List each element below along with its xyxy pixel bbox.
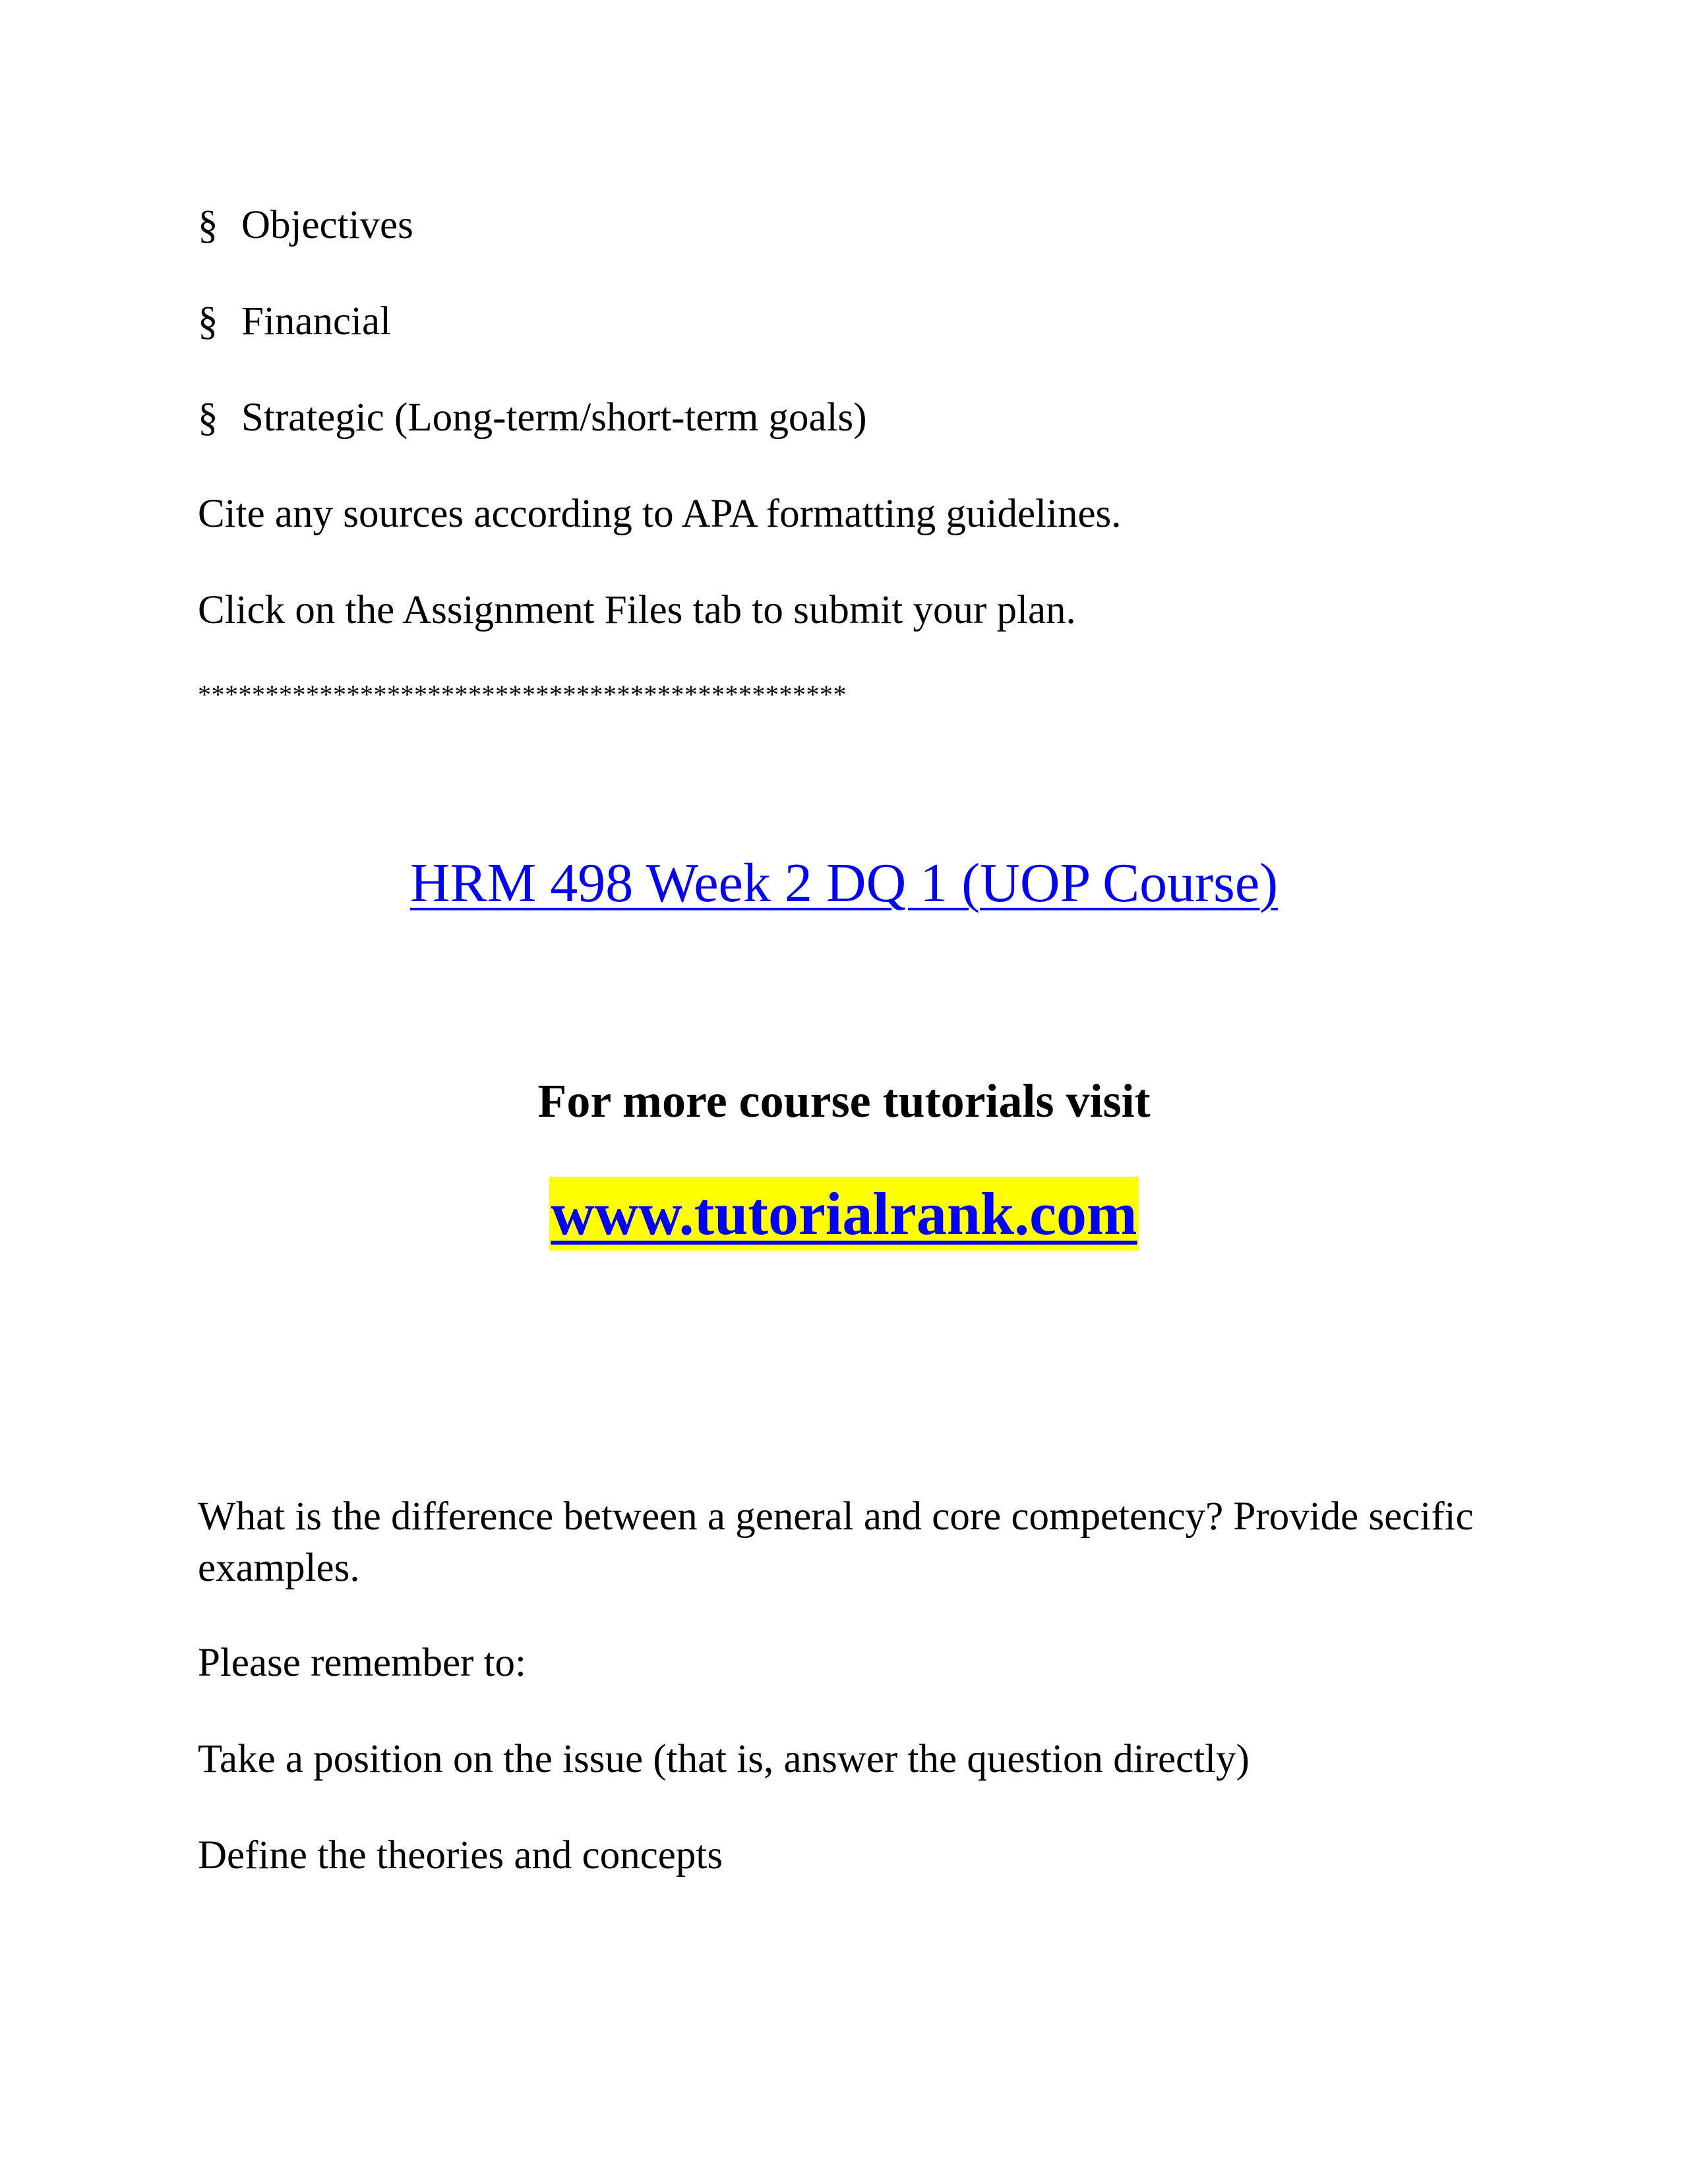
reminder-intro: Please remember to: bbox=[198, 1641, 526, 1685]
bullet-text: Strategic (Long-term/short-term goals) bbox=[241, 396, 867, 440]
reminder-take-position: Take a position on the issue (that is, answer the question directly) bbox=[198, 1737, 1250, 1781]
question-text: What is the difference between a general and core competency? Provide secific examples. bbox=[198, 1494, 1474, 1590]
bullet-symbol: § bbox=[198, 396, 218, 440]
reminder-define-theories: Define the theories and concepts bbox=[198, 1833, 723, 1877]
instruction-submit-plan: Click on the Assignment Files tab to submit your plan. bbox=[198, 588, 1076, 632]
bullet-text: Objectives bbox=[241, 203, 413, 247]
bullet-item-financial bbox=[198, 297, 391, 347]
bullet-symbol: § bbox=[198, 299, 218, 343]
separator-line: ************************************************ bbox=[198, 680, 847, 709]
instruction-cite-sources: Cite any sources according to APA formatting guidelines. bbox=[198, 492, 1122, 536]
promo-heading: For more course tutorials visit bbox=[537, 1075, 1151, 1127]
course-title-link[interactable]: HRM 498 Week 2 DQ 1 (UOP Course) bbox=[409, 852, 1279, 914]
tutorialrank-site-link[interactable]: www.tutorialrank.com bbox=[549, 1177, 1138, 1251]
site-link-wrapper bbox=[0, 1177, 1688, 1251]
bullet-item-objectives bbox=[198, 200, 413, 251]
bullet-text: Financial bbox=[241, 299, 391, 343]
bullet-symbol: § bbox=[198, 203, 218, 247]
bullet-item-strategic bbox=[198, 393, 867, 443]
